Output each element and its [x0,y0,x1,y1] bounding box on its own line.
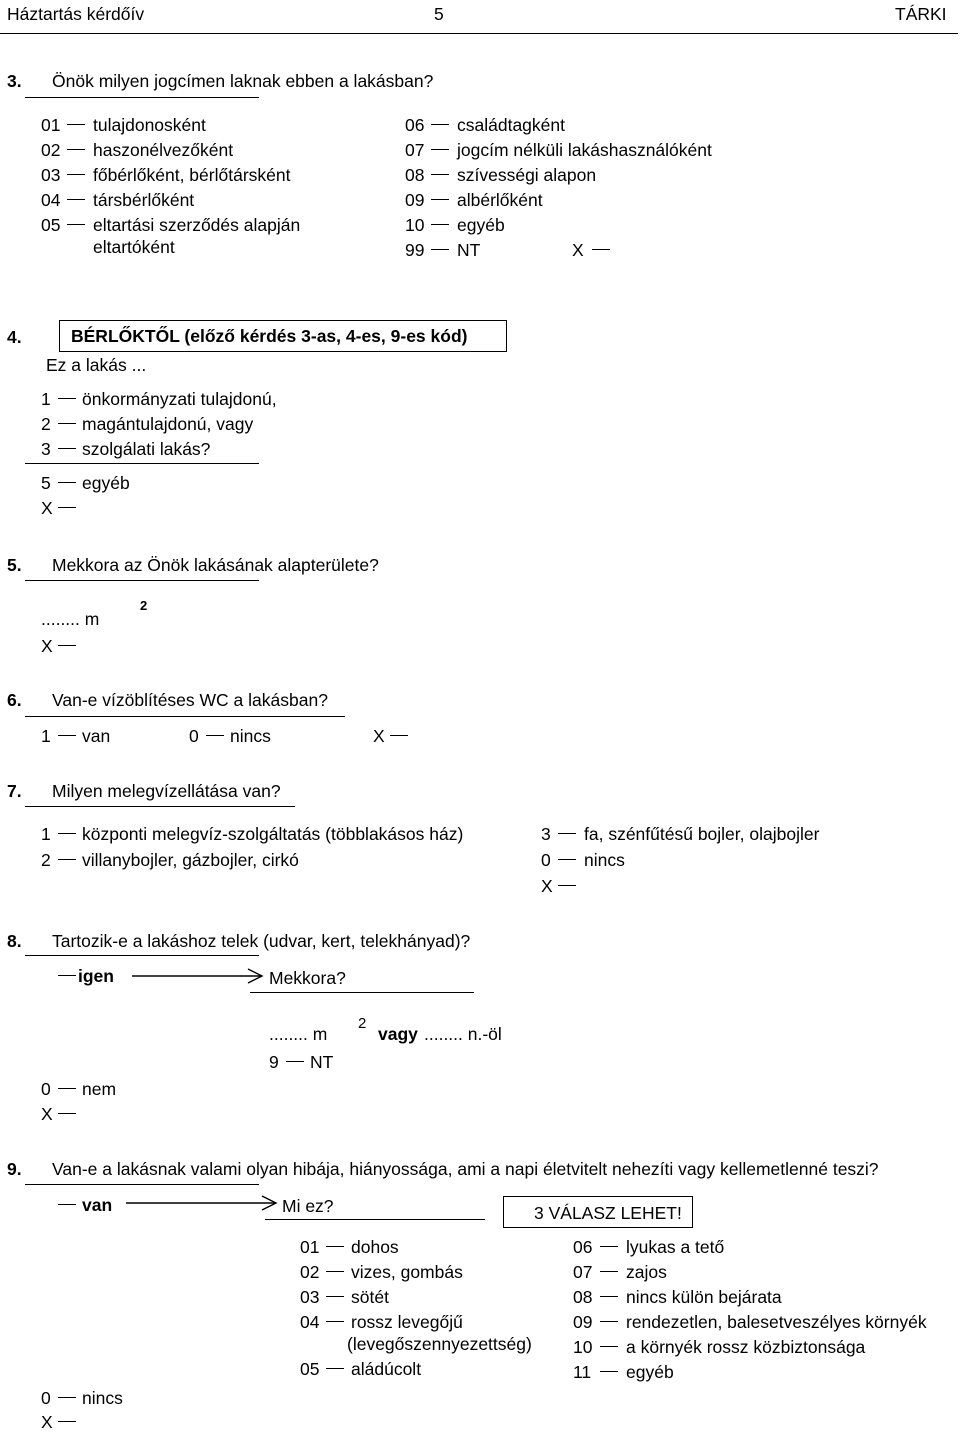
option-label[interactable]: egyéb [626,1362,674,1382]
option-label[interactable]: nem [82,1079,117,1099]
answer-dash [558,885,576,886]
option-code: 10 [573,1337,593,1357]
option-label[interactable]: magántulajdonú, vagy [82,414,254,434]
option-label[interactable]: vizes, gombás [351,1262,463,1282]
option-label[interactable]: jogcím nélküli lakáshasználóként [457,140,712,160]
answer-dash [558,833,576,834]
answer-dash [58,1397,76,1398]
option-label[interactable]: fa, szénfűtésű bojler, olajbojler [584,824,820,844]
option-code: 2 [41,414,51,434]
option-label[interactable]: igen [78,966,114,986]
answer-dash [326,1271,344,1272]
option-label[interactable]: nincs [584,850,625,870]
question-underline [25,806,295,807]
question-number: 9. [7,1159,22,1179]
option-label[interactable]: sötét [351,1287,389,1307]
option-code: 2 [41,850,51,870]
option-code: 03 [41,165,61,185]
header-title: Háztartás kérdőív [7,4,145,24]
option-code: 07 [573,1262,593,1282]
option-label[interactable]: egyéb [82,473,130,493]
answer-dash [206,735,224,736]
option-code: 07 [405,140,425,160]
followup-question: Mi ez? [282,1196,334,1216]
answer-dash [558,859,576,860]
question-underline [25,580,259,581]
option-label-cont: (levegőszennyezettség) [347,1334,532,1354]
answer-dash [600,1321,618,1322]
option-code: 1 [41,726,51,746]
option-code: 09 [405,190,425,210]
answer-dash [431,149,449,150]
answer-dash [431,249,449,250]
option-code: 03 [300,1287,320,1307]
answer-dash [431,224,449,225]
option-code: 04 [300,1312,320,1332]
option-label[interactable]: eltartási szerződés alapján [93,215,301,235]
question-underline [250,992,474,993]
option-code: 08 [573,1287,593,1307]
option-label[interactable]: önkormányzati tulajdonú, [82,389,277,409]
answer-dash [600,1271,618,1272]
answer-dash [600,1296,618,1297]
option-label[interactable]: nincs külön bejárata [626,1287,782,1307]
option-code: 06 [405,115,425,135]
option-code: 1 [41,389,51,409]
option-code: 0 [541,850,551,870]
answer-dash [286,1061,304,1062]
answer-dash [600,1346,618,1347]
superscript: 2 [140,598,148,613]
option-code: 9 [269,1052,279,1072]
option-label[interactable]: rendezetlen, balesetveszélyes környék [626,1312,927,1332]
question-text: Tartozik-e a lakáshoz telek (udvar, kert, telekhányad)? [52,931,471,951]
x-code: X [373,726,385,746]
question-underline [25,97,259,98]
answer-dash [326,1246,344,1247]
option-code: 3 [541,824,551,844]
answer-dash [592,249,610,250]
question-underline [265,1219,485,1220]
answer-dash [67,124,85,125]
answer-dash [431,124,449,125]
question-text: Milyen melegvízellátása van? [52,781,281,801]
answer-dash [58,1421,76,1422]
question-text: Van-e a lakásnak valami olyan hibája, hiányossága, ami a napi életvitelt nehezíti vagy kellemetlenné teszi? [52,1159,879,1179]
answer-dash [58,645,76,646]
option-label[interactable]: társbérlőként [93,190,195,210]
option-code: 0 [41,1388,51,1408]
x-code: X [41,636,53,656]
question-text: Van-e vízöblítéses WC a lakásban? [52,690,328,710]
option-label[interactable]: aládúcolt [351,1359,422,1379]
answer-dash [58,507,76,508]
option-label[interactable]: nincs [82,1388,123,1408]
header-org: TÁRKI [895,4,947,24]
x-code: X [541,876,553,896]
answer-dash [58,1088,76,1089]
question-number: 5. [7,555,22,575]
answer-dash [58,1204,76,1205]
question-underline [25,1184,259,1185]
arrow-right-icon [132,966,264,986]
question-text: Mekkora az Önök lakásának alapterülete? [52,555,379,575]
answer-dash [326,1296,344,1297]
option-code: 11 [573,1362,592,1382]
option-label[interactable]: dohos [351,1237,399,1257]
question-text: Önök milyen jogcímen laknak ebben a lakásban? [52,71,434,91]
header-rule [0,33,958,34]
answer-dash [67,149,85,150]
option-code: 01 [41,115,61,135]
question-number: 3. [7,71,22,91]
answer-dash [431,199,449,200]
option-label[interactable]: van [82,1195,113,1215]
or-label: vagy [378,1024,418,1044]
superscript: 2 [358,1015,367,1032]
option-label[interactable]: rossz levegőjű [351,1312,463,1332]
option-label[interactable]: a környék rossz közbiztonsága [626,1337,866,1357]
answer-dash [326,1368,344,1369]
option-code: 02 [300,1262,320,1282]
x-code: X [41,498,53,518]
question-text: Ez a lakás ... [46,355,147,375]
option-label[interactable]: NT [457,240,481,260]
option-label[interactable]: szívességi alapon [457,165,597,185]
area-answer-field[interactable]: ........ m [41,609,100,629]
answer-dash [326,1321,344,1322]
option-code: 0 [41,1079,51,1099]
option-code: 0 [189,726,199,746]
option-label[interactable]: van [82,726,111,746]
option-label-cont: eltartóként [93,237,175,257]
option-code: 09 [573,1312,593,1332]
answer-dash [58,833,76,834]
question-number: 7. [7,781,22,801]
option-label[interactable]: NT [310,1052,334,1072]
option-label[interactable]: lyukas a tető [626,1237,725,1257]
option-label[interactable]: szolgálati lakás? [82,439,211,459]
answer-dash [58,859,76,860]
filter-text: BÉRLŐKTŐL (előző kérdés 3-as, 4-es, 9-es kód) [71,326,468,346]
x-code: X [41,1104,53,1124]
option-code: 02 [41,140,61,160]
page-number: 5 [434,4,444,24]
answer-dash [390,735,408,736]
option-label[interactable]: villanybojler, gázbojler, cirkó [82,850,299,870]
question-number: 4. [7,327,22,347]
option-label[interactable]: központi melegvíz-szolgáltatás (többlakásos ház) [82,824,464,844]
option-code: 3 [41,439,51,459]
option-code: 99 [405,240,425,260]
arrow-right-icon [126,1193,278,1213]
option-label[interactable]: egyéb [457,215,505,235]
option-label[interactable]: zajos [626,1262,667,1282]
option-code: 06 [573,1237,593,1257]
answer-dash [58,1113,76,1114]
option-label[interactable]: albérlőként [457,190,543,210]
answer-dash [600,1246,618,1247]
option-code: 05 [41,215,61,235]
option-code: 1 [41,824,51,844]
plot-area-nol-field[interactable]: ........ n.-öl [424,1024,502,1044]
option-code: 01 [300,1237,320,1257]
question-number: 6. [7,690,22,710]
answer-dash [600,1371,618,1372]
question-underline [25,463,259,464]
option-code: 04 [41,190,61,210]
x-code: X [41,1412,53,1432]
question-underline [25,716,345,717]
answer-dash [431,174,449,175]
answer-dash [67,199,85,200]
followup-question: Mekkora? [269,968,346,988]
option-code: 10 [405,215,425,235]
answer-dash [67,174,85,175]
answer-dash [58,423,76,424]
option-label[interactable]: főbérlőként, bérlőtársként [93,165,291,185]
option-code: 5 [41,473,51,493]
answer-dash [58,448,76,449]
answer-dash [67,224,85,225]
option-label[interactable]: családtagként [457,115,565,135]
answer-dash [58,398,76,399]
option-label[interactable]: haszonélvezőként [93,140,234,160]
question-underline [25,955,259,956]
answer-dash [58,482,76,483]
option-code: 05 [300,1359,320,1379]
x-code: X [572,240,584,260]
plot-area-m2-field[interactable]: ........ m [269,1024,328,1044]
note-text: 3 VÁLASZ LEHET! [534,1203,682,1223]
option-label[interactable]: tulajdonosként [93,115,206,135]
answer-dash [58,735,76,736]
option-label[interactable]: nincs [230,726,271,746]
question-number: 8. [7,931,22,951]
answer-dash [58,975,76,976]
option-code: 08 [405,165,425,185]
